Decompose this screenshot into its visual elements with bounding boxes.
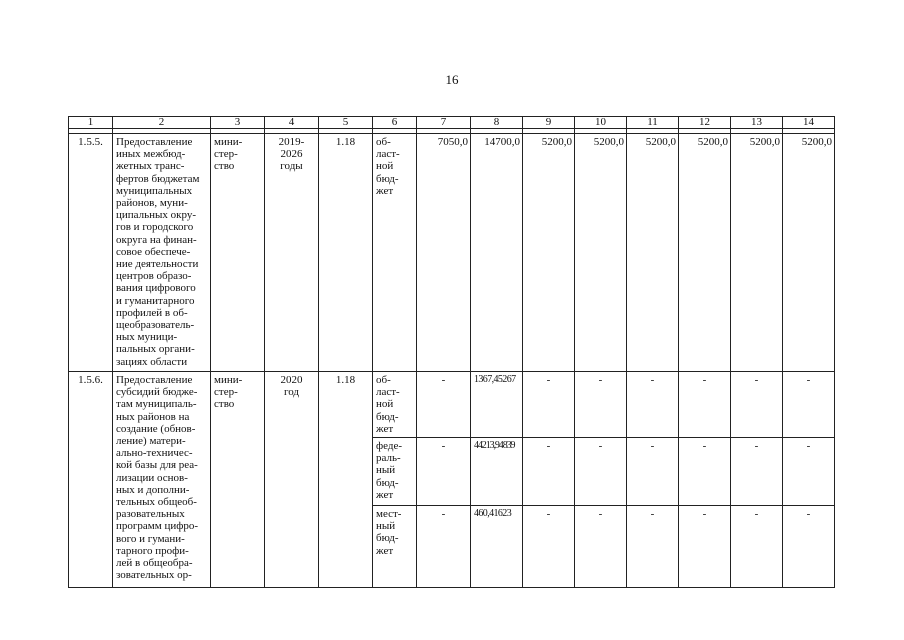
indicator: 1.18	[319, 134, 373, 372]
amount-col14: 5200,0	[783, 134, 835, 372]
col-header: 1	[69, 117, 113, 129]
col-header: 2	[113, 117, 211, 129]
indicator: 1.18	[319, 372, 373, 588]
col-header: 9	[523, 117, 575, 129]
amount-col12: 5200,0	[679, 134, 731, 372]
amount-col14: -	[783, 438, 835, 506]
amount-col7: -	[417, 506, 471, 588]
funding-source: федe- раль- ный бюд- жет	[373, 438, 417, 506]
amount-col8: 14700,0	[471, 134, 523, 372]
amount-col9: -	[523, 438, 575, 506]
col-header: 5	[319, 117, 373, 129]
col-header: 7	[417, 117, 471, 129]
amount-col10: 5200,0	[575, 134, 627, 372]
amount-col14: -	[783, 372, 835, 438]
col-header: 14	[783, 117, 835, 129]
amount-col13: -	[731, 372, 783, 438]
row-number: 1.5.5.	[69, 134, 113, 372]
funding-source: мест- ный бюд- жет	[373, 506, 417, 588]
amount-col12: -	[679, 438, 731, 506]
col-header: 6	[373, 117, 417, 129]
col-header: 3	[211, 117, 265, 129]
amount-col13: -	[731, 506, 783, 588]
col-header: 8	[471, 117, 523, 129]
amount-col8: 1367,45267	[471, 372, 523, 438]
amount-col14: -	[783, 506, 835, 588]
amount-col9: 5200,0	[523, 134, 575, 372]
amount-col11: -	[627, 438, 679, 506]
funding-source: об- ласт- ной бюд- жет	[373, 372, 417, 438]
col-header: 4	[265, 117, 319, 129]
executor: мини- стер- ство	[211, 372, 265, 588]
amount-col9: -	[523, 372, 575, 438]
amount-col13: -	[731, 438, 783, 506]
period: 2019- 2026 годы	[265, 134, 319, 372]
amount-col7: -	[417, 372, 471, 438]
amount-col13: 5200,0	[731, 134, 783, 372]
amount-col10: -	[575, 438, 627, 506]
amount-col9: -	[523, 506, 575, 588]
amount-col7: -	[417, 438, 471, 506]
budget-table	[68, 116, 835, 588]
col-header: 12	[679, 117, 731, 129]
column-number-row	[69, 117, 835, 129]
measure-description: Предоставление иных межбюд- жетных транс- фертов бюджетам муниципальных районов, муни- ципальных окру- гов и городского округа на финан- совое обеспече- ние деятельности центров образо- вания цифрового и гуманитарного профилей в об- щеобразователь- ных муници- пальных органи- зациях области	[113, 134, 211, 372]
col-header: 11	[627, 117, 679, 129]
amount-col12: -	[679, 506, 731, 588]
amount-col7: 7050,0	[417, 134, 471, 372]
amount-col10: -	[575, 372, 627, 438]
amount-col12: -	[679, 372, 731, 438]
amount-col11: -	[627, 372, 679, 438]
row-number: 1.5.6.	[69, 372, 113, 588]
amount-col8: 460,41623	[471, 506, 523, 588]
col-header: 10	[575, 117, 627, 129]
executor: мини- стер- ство	[211, 134, 265, 372]
table-row-1-5-5	[69, 134, 835, 372]
table-row-1-5-6	[69, 372, 835, 438]
page-number: 16	[445, 72, 459, 87]
funding-source: об- ласт- ной бюд- жет	[373, 134, 417, 372]
period: 2020 год	[265, 372, 319, 588]
amount-col11: 5200,0	[627, 134, 679, 372]
amount-col8: 44213,94839	[471, 438, 523, 506]
amount-col11: -	[627, 506, 679, 588]
amount-col10: -	[575, 506, 627, 588]
measure-description: Предоставление субсидий бюдже- там муниципаль- ных районов на создание (обнов- ление) матери- ально-техничес- кой базы для реа- лизации основ- ных и дополни- тельных общеоб- разовательных программ цифро- вого и гумани- тарного профи- лей в общеобра- зовательных ор-	[113, 372, 211, 588]
col-header: 13	[731, 117, 783, 129]
